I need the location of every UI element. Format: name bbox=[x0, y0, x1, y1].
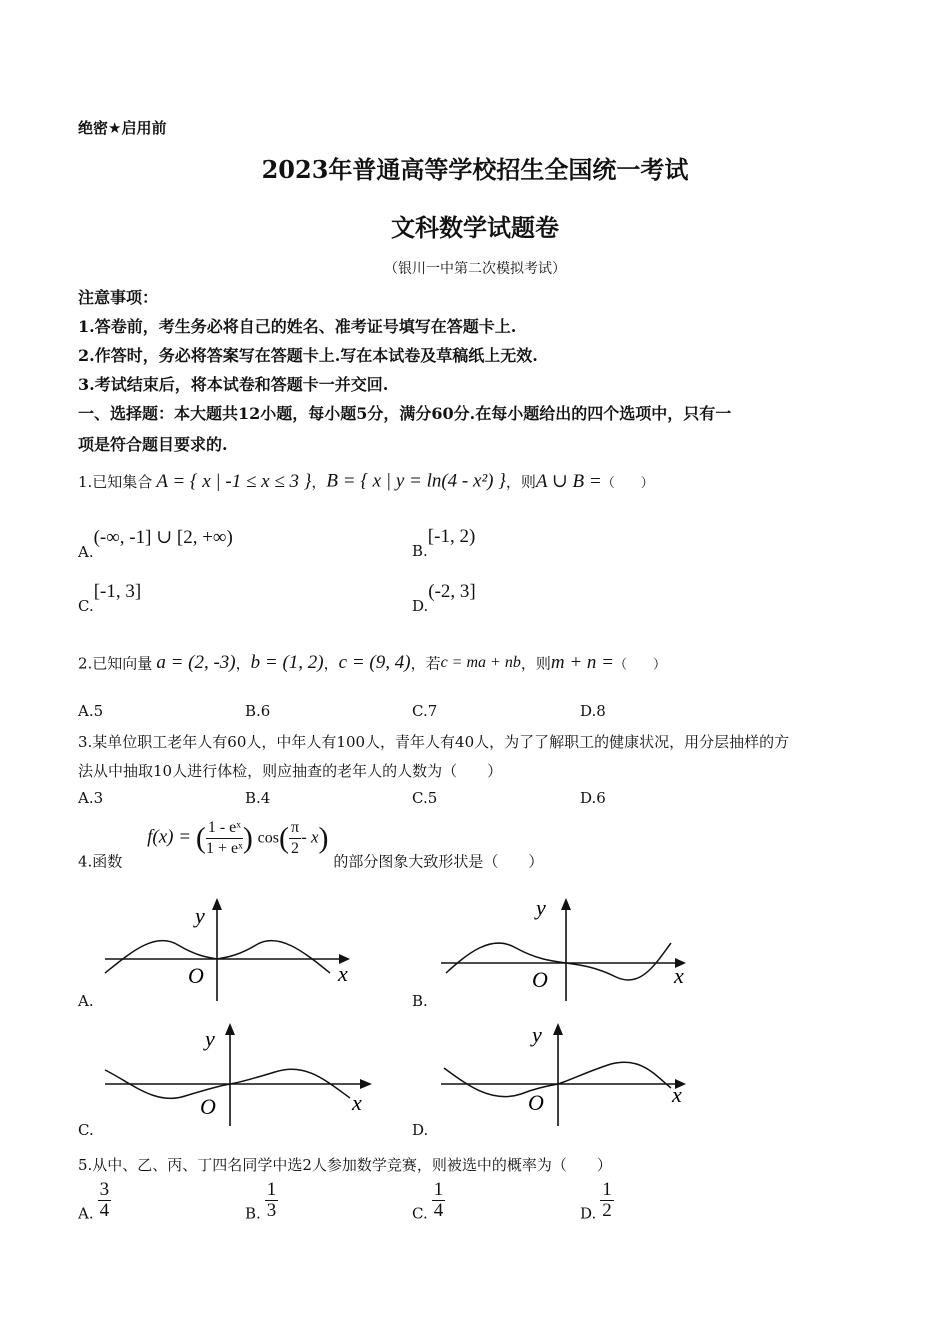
q1-then: ，则 bbox=[505, 473, 536, 491]
q4-c-x-label: x bbox=[352, 1090, 362, 1115]
q4-option-c-label[interactable]: C. bbox=[78, 1121, 94, 1139]
q5-option-c-num: 1 bbox=[433, 1179, 444, 1200]
q1-option-a[interactable] bbox=[78, 527, 233, 563]
q4-suffix: 的部分图象大致形状是（ ） bbox=[333, 852, 544, 871]
q5-option-d-frac bbox=[600, 1180, 614, 1221]
q4-pi-frac bbox=[289, 818, 301, 859]
q2-sep-1: ， bbox=[235, 654, 251, 673]
q4-pi-num: π bbox=[289, 818, 301, 839]
q5-option-b-frac bbox=[265, 1180, 279, 1221]
q2-option-d[interactable]: D.8 bbox=[580, 702, 606, 720]
q4-graph-b[interactable] bbox=[436, 893, 696, 1003]
q4-d-y-label: y bbox=[532, 1022, 542, 1047]
q3-option-c[interactable]: C.5 bbox=[412, 789, 438, 807]
q1-prefix: 1.已知集合 bbox=[78, 473, 153, 491]
q4-d-origin: O bbox=[528, 1090, 544, 1115]
q4-func-lhs: f(x) = bbox=[147, 826, 192, 848]
q1-option-d[interactable] bbox=[412, 581, 476, 617]
q1-option-c-label: C. bbox=[78, 597, 94, 615]
q4-prefix: 4.函数 bbox=[78, 852, 123, 871]
q5-option-a-den: 4 bbox=[99, 1200, 110, 1221]
q4-option-d-label[interactable]: D. bbox=[412, 1121, 429, 1139]
q5-option-b-den: 3 bbox=[266, 1200, 277, 1221]
q1-option-d-label: D. bbox=[412, 597, 429, 615]
q1-paren: （ ） bbox=[601, 476, 654, 491]
question-5: 5.从中、乙、丙、丁四名同学中选2人参加数学竞赛，则被选中的概率为（ ） bbox=[78, 1156, 612, 1174]
q2-prefix: 2.已知向量 bbox=[78, 654, 153, 673]
q4-b-x-label: x bbox=[674, 963, 684, 988]
q2-condition: c = ma + nb bbox=[440, 654, 521, 671]
q4-a-origin: O bbox=[188, 963, 204, 988]
q3-option-a[interactable]: A.3 bbox=[78, 789, 104, 807]
q5-option-c-label: C. bbox=[412, 1204, 428, 1223]
q1-option-a-math: (-∞, -1] ∪ [2, +∞) bbox=[93, 527, 233, 548]
secret-label: 绝密★启用前 bbox=[78, 119, 167, 137]
q4-cos: cos bbox=[257, 829, 279, 847]
q4-b-origin: O bbox=[532, 967, 548, 992]
q2-paren: （ ） bbox=[613, 657, 666, 673]
note-item-1: 1.答卷前，考生务必将自己的姓名、准考证号填写在答题卡上. bbox=[78, 317, 517, 336]
q4-function: f(x) = ( $\frac{\text{1 - eˣ}}{\text{1 + eˣ}}$ ) cos( $\frac{\pi}{2}$ - x) bbox=[147, 819, 329, 857]
q3-option-d[interactable]: D.6 bbox=[580, 789, 606, 807]
q4-option-a-label[interactable]: A. bbox=[78, 992, 94, 1010]
q2-sep-2: ， bbox=[323, 654, 339, 673]
q5-option-a-frac bbox=[98, 1180, 112, 1221]
q1-comma: ， bbox=[311, 473, 327, 491]
exam-subtitle: （银川一中第二次模拟考试） bbox=[384, 261, 566, 277]
q5-option-d-den: 2 bbox=[602, 1200, 612, 1221]
q1-set-a: A = { x | -1 ≤ x ≤ 3 } bbox=[156, 470, 312, 492]
q4-option-b-label[interactable]: B. bbox=[412, 992, 428, 1010]
q5-option-b-num: 1 bbox=[266, 1179, 277, 1200]
paper-title: 文科数学试题卷 bbox=[391, 213, 559, 242]
q1-option-d-math: (-2, 3] bbox=[428, 581, 476, 602]
q4-d-x-label: x bbox=[672, 1082, 682, 1107]
notes-heading: 注意事项： bbox=[78, 288, 159, 307]
q4-graph-a[interactable] bbox=[100, 893, 360, 1003]
note-item-2: 2.作答时，务必将答案写在答题卡上.写在本试卷及草稿纸上无效. bbox=[78, 346, 538, 365]
q5-option-d-label: D. bbox=[580, 1204, 597, 1223]
q1-expr: A ∪ B = bbox=[535, 471, 602, 492]
q4-frac bbox=[206, 818, 243, 859]
q4-minus-x: - x bbox=[301, 827, 319, 847]
q1-option-c[interactable] bbox=[78, 581, 142, 617]
q1-option-b-label: B. bbox=[412, 542, 428, 560]
question-4 bbox=[78, 818, 543, 872]
q4-frac-den: 1 + eˣ bbox=[205, 840, 243, 857]
q5-option-b-label: B. bbox=[245, 1204, 261, 1223]
q2-vector-b: b = (1, 2) bbox=[250, 652, 324, 673]
q2-option-b[interactable]: B.6 bbox=[245, 702, 271, 720]
q2-if: ，若 bbox=[410, 654, 441, 673]
q4-a-y-label: y bbox=[195, 903, 205, 928]
q5-option-a[interactable] bbox=[78, 1180, 111, 1223]
q4-graph-c[interactable] bbox=[100, 1018, 375, 1128]
q1-set-b: B = { x | y = ln(4 - x²) } bbox=[326, 470, 506, 492]
q5-option-b[interactable] bbox=[245, 1180, 278, 1223]
q5-option-a-num: 3 bbox=[99, 1179, 110, 1200]
note-item-3: 3.考试结束后，将本试卷和答题卡一并交回. bbox=[78, 375, 389, 394]
q5-option-c-den: 4 bbox=[433, 1200, 444, 1221]
q2-option-c[interactable]: C.7 bbox=[412, 702, 438, 720]
q1-option-b-math: [-1, 2) bbox=[427, 526, 476, 547]
q5-option-d-num: 1 bbox=[602, 1179, 612, 1200]
q4-c-origin: O bbox=[200, 1094, 216, 1119]
q5-option-a-label: A. bbox=[78, 1204, 94, 1223]
q4-b-y-label: y bbox=[536, 895, 546, 920]
q4-a-x-label: x bbox=[338, 961, 348, 986]
section-heading-line1: 一、选择题：本大题共12小题，每小题5分，满分60分.在每小题给出的四个选项中，只有一 bbox=[78, 404, 732, 423]
question-3-line1: 3.某单位职工老年人有60人，中年人有100人，青年人有40人，为了了解职工的健康状况，用分层抽样的方 bbox=[78, 733, 790, 751]
q3-option-b[interactable]: B.4 bbox=[245, 789, 271, 807]
q5-option-c[interactable] bbox=[412, 1180, 445, 1223]
q4-c-y-label: y bbox=[205, 1026, 215, 1051]
q2-expr: m + n = bbox=[550, 652, 614, 673]
q1-option-b[interactable] bbox=[412, 526, 476, 562]
question-3-line2: 法从中抽取10人进行体检，则应抽查的老年人的人数为（ ） bbox=[78, 762, 503, 780]
q1-option-a-label: A. bbox=[78, 543, 94, 561]
q4-frac-num: 1 - eˣ bbox=[206, 818, 243, 839]
q2-then: ，则 bbox=[520, 654, 551, 673]
q2-option-a[interactable]: A.5 bbox=[78, 702, 104, 720]
exam-title: 2023年普通高等学校招生全国统一考试 bbox=[261, 155, 689, 184]
q5-option-c-frac bbox=[432, 1180, 446, 1221]
q4-graph-d[interactable] bbox=[436, 1018, 696, 1128]
section-heading-line2: 项是符合题目要求的. bbox=[78, 435, 228, 454]
q2-vector-c: c = (9, 4) bbox=[338, 652, 411, 673]
q1-option-c-math: [-1, 3] bbox=[93, 581, 142, 602]
question-2 bbox=[78, 652, 666, 674]
q4-pi-den: 2 bbox=[291, 840, 300, 857]
question-1 bbox=[78, 470, 654, 493]
q5-option-d[interactable] bbox=[580, 1180, 614, 1223]
q2-vector-a: a = (2, -3) bbox=[156, 652, 236, 673]
